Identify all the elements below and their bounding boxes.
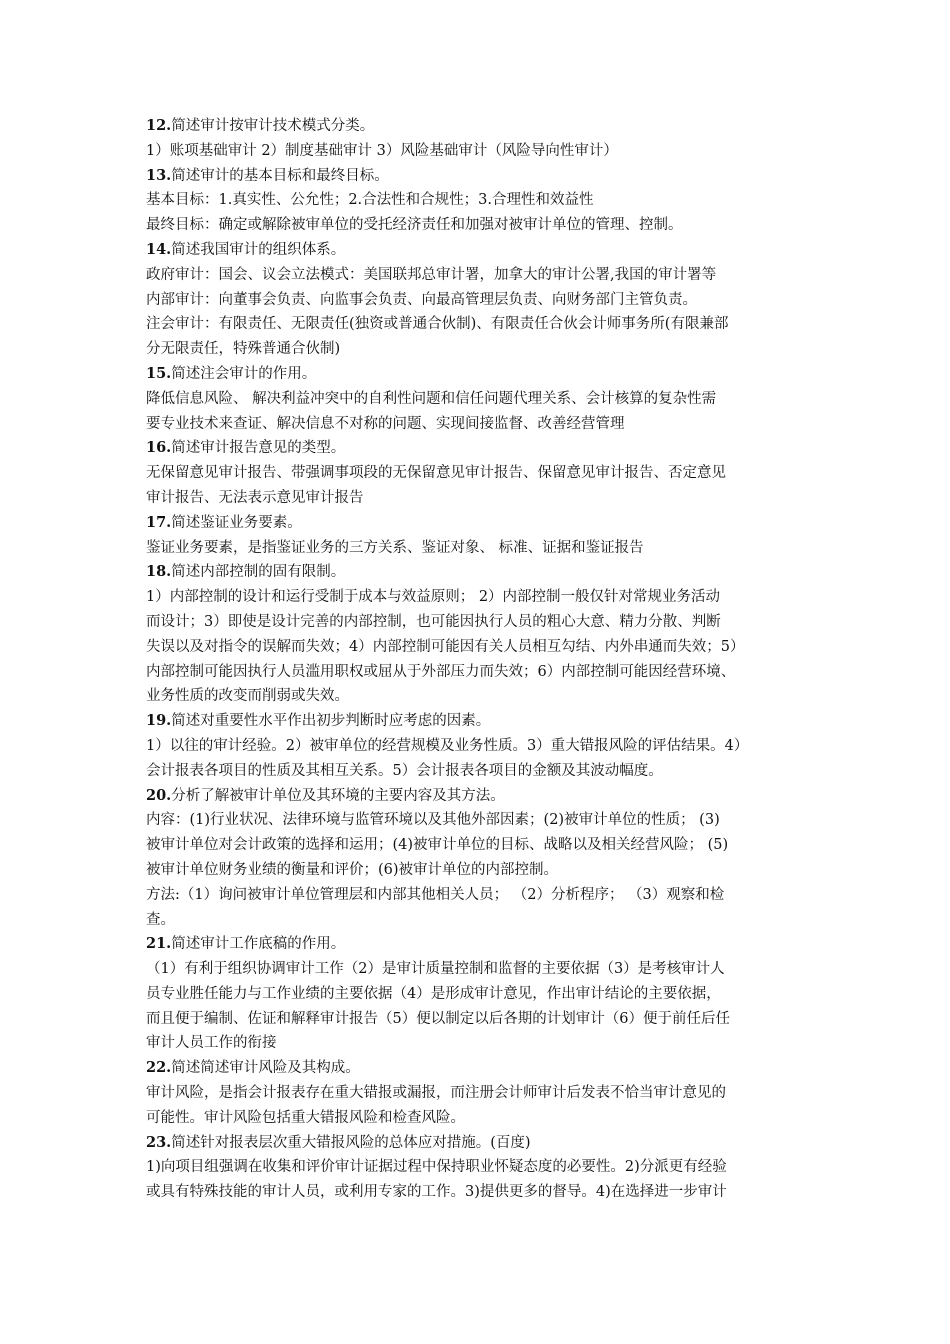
text-line [146,808,810,833]
question-number: 21. [146,935,172,953]
text-line [146,734,810,759]
answer-text: 会计报表各项目的性质及其相互关系。5）会计报表各项目的金额及其波动幅度。 [146,762,663,779]
answer-text: 内部控制可能因执行人员滥用职权或屈从于外部压力而失效；6）内部控制可能因经营环境、 [146,663,736,680]
question-number: 12. [146,117,172,134]
answer-text: 员专业胜任能力与工作业绩的主要依据（4）是形成审计意见，作出审计结论的主要依据， [146,985,721,1002]
answer-text: 分无限责任，特殊普通合伙制) [146,341,341,358]
question-number: 18. [146,563,172,581]
question-number: 17. [146,513,172,531]
answer-text: 内部审计：向董事会负责、向监事会负责、向最高管理层负责、向财务部门主管负责。 [146,291,697,308]
answer-text: 内容：(1)行业状况、法律环境与监管环境以及其他外部因素；(2)被审计单位的性质； (3) [146,812,720,829]
answer-text: 注会审计：有限责任、无限责任(独资或普通合伙制)、有限责任合伙会计师事务所(有限兼部 [146,316,729,333]
answer-text: 或具有特殊技能的审计人员，或利用专家的工作。3)提供更多的督导。4)在选择进一步审计 [146,1184,727,1201]
question-heading [146,114,810,139]
answer-text: 被审计单位对会计政策的选择和运用；(4)被审计单位的目标、战略以及相关经营风险； (5) [146,837,729,854]
text-line [146,585,810,610]
text-line [146,139,810,164]
question-text: 简述注会审计的作用。 [171,365,317,382]
answer-text: 而设计；3）即使是设计完善的内部控制，也可能因执行人员的粗心大意、精力分散、判断 [146,613,721,630]
text-line [146,660,810,685]
question-heading [146,932,810,957]
text-line [146,1007,810,1032]
question-heading [146,511,810,536]
answer-text: 鉴证业务要素，是指鉴证业务的三方关系、鉴证对象、 标准、证据和鉴证报告 [146,539,644,556]
question-heading [146,436,810,461]
question-heading [146,560,810,585]
answer-text: 1）内部控制的设计和运行受制于成本与效益原则； 2）内部控制一般仅针对常规业务活动 [146,589,721,606]
answer-text: 基本目标：1.真实性、公允性；2.合法性和合规性；3.合理性和效益性 [146,192,594,209]
question-text: 简述内部控制的固有限制。 [171,564,346,581]
answer-text: 无保留意见审计报告、带强调事项段的无保留意见审计报告、保留意见审计报告、否定意见 [146,465,726,482]
question-number: 22. [146,1059,172,1077]
question-number: 14. [146,240,172,258]
question-heading [146,362,810,387]
text-line [146,461,810,486]
text-line [146,337,810,362]
question-number: 15. [146,364,172,382]
text-line [146,635,810,660]
answer-text: 1)向项目组强调在收集和评价审计证据过程中保持职业怀疑态度的必要性。2)分派更有经验 [146,1159,727,1176]
answer-text: 1）以往的审计经验。2）被审单位的经营规模及业务性质。3）重大错报风险的评估结果。4） [146,737,749,754]
text-line [146,982,810,1007]
answer-text: 查。 [146,911,175,928]
text-line [146,486,810,511]
question-number: 19. [146,712,172,730]
question-number: 13. [146,166,172,184]
question-text: 简述针对报表层次重大错报风险的总体应对措施。(百度) [171,1134,531,1151]
document-body [146,114,810,1205]
answer-text: 审计人员工作的衔接 [146,1035,277,1052]
text-line [146,610,810,635]
text-line [146,312,810,337]
text-line [146,858,810,883]
answer-text: 失误以及对指令的误解而失效；4）内部控制可能因有关人员相互勾结、内外串通而失效；5） [146,638,745,655]
question-text: 简述审计的基本目标和最终目标。 [171,167,389,184]
answer-text: 被审计单位财务业绩的衡量和评价；(6)被审计单位的内部控制。 [146,861,559,878]
question-number: 23. [146,1133,172,1151]
text-line [146,536,810,561]
text-line [146,1155,810,1180]
question-number: 20. [146,786,172,804]
answer-text: 降低信息风险、 解决利益冲突中的自利性问题和信任问题代理关系、会计核算的复杂性需 [146,390,717,407]
text-line [146,957,810,982]
answer-text: 可能性。审计风险包括重大错报风险和检查风险。 [146,1109,465,1126]
question-text: 分析了解被审计单位及其环境的主要内容及其方法。 [171,787,505,804]
answer-text: 最终目标：确定或解除被审单位的受托经济责任和加强对被审计单位的管理、控制。 [146,217,683,234]
text-line [146,188,810,213]
answer-text: （1）有利于组织协调审计工作（2）是审计质量控制和监督的主要依据（3）是考核审计人 [146,961,725,978]
text-line [146,288,810,313]
question-heading [146,1056,810,1081]
text-line [146,684,810,709]
answer-text: 政府审计：国会、议会立法模式：美国联邦总审计署，加拿大的审计公署,我国的审计署等 [146,266,717,283]
text-line [146,883,810,908]
question-text: 简述我国审计的组织体系。 [171,241,346,258]
answer-text: 方法:（1）询问被审计单位管理层和内部其他相关人员； （2）分析程序； （3）观察和检 [146,886,725,903]
question-heading [146,238,810,263]
question-text: 简述审计按审计技术模式分类。 [171,118,375,134]
text-line [146,387,810,412]
text-line [146,1106,810,1131]
answer-text: 业务性质的改变而削弱或失效。 [146,688,349,705]
answer-text: 1）账项基础审计 2）制度基础审计 3）风险基础审计（风险导向性审计） [146,142,618,159]
question-heading [146,1131,810,1156]
question-heading [146,709,810,734]
text-line [146,213,810,238]
text-line [146,1180,810,1205]
question-text: 简述鉴证业务要素。 [171,514,302,531]
text-line [146,759,810,784]
question-text: 简述审计工作底稿的作用。 [171,936,346,953]
text-line [146,1031,810,1056]
text-line [146,263,810,288]
text-line [146,1081,810,1106]
question-text: 简述对重要性水平作出初步判断时应考虑的因素。 [171,713,491,730]
question-number: 16. [146,439,172,457]
text-line [146,908,810,933]
answer-text: 审计报告、无法表示意见审计报告 [146,489,364,506]
question-text: 简述审计报告意见的类型。 [171,440,346,457]
text-line [146,412,810,437]
answer-text: 审计风险，是指会计报表存在重大错报或漏报，而注册会计师审计后发表不恰当审计意见的 [146,1085,726,1102]
question-heading [146,164,810,189]
answer-text: 要专业技术来查证、解决信息不对称的问题、实现间接监督、改善经营管理 [146,415,625,432]
question-text: 简述简述审计风险及其构成。 [171,1060,360,1077]
question-heading [146,784,810,809]
answer-text: 而且便于编制、佐证和解释审计报告（5）便以制定以后各期的计划审计（6）便于前任后任 [146,1010,730,1027]
text-line [146,833,810,858]
